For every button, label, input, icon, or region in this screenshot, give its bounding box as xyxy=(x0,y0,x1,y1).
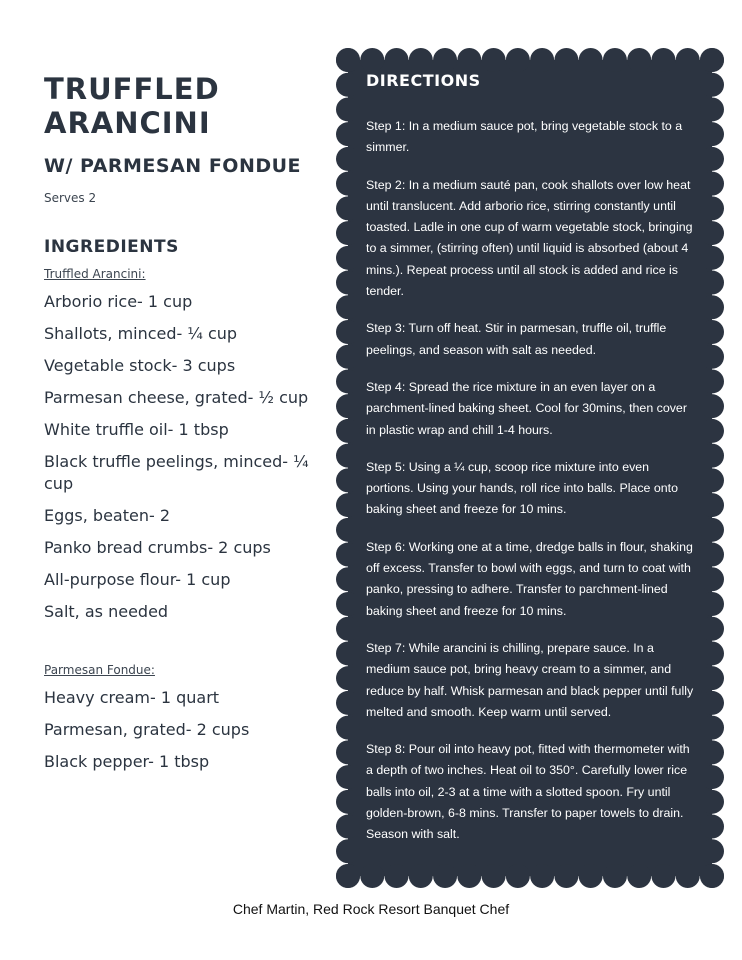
ingredient-item: All-purpose flour- 1 cup xyxy=(44,570,231,589)
scallop-bottom xyxy=(530,864,554,888)
scallop-right xyxy=(700,765,724,789)
scallop-bottom xyxy=(482,864,506,888)
scallop-left xyxy=(336,691,360,715)
scallop-top xyxy=(530,48,554,72)
scallop-top xyxy=(579,48,603,72)
direction-step: Step 2: In a medium sauté pan, cook shallots over low heat until translucent. Add arborio rice, stirring constantly until toasted. Ladle in one cup of warm vegetable stock, bringing to a simmer, (stirring often) until liquid is absorbed (about 4 mins.). Repeat process until all stock is added and rice is tender. xyxy=(366,177,693,299)
scallop-left xyxy=(336,493,360,517)
scallop-left xyxy=(336,369,360,393)
scallop-right xyxy=(700,271,724,295)
ingredient-group-fondue xyxy=(44,662,329,778)
scallop-right xyxy=(700,295,724,319)
scallop-right xyxy=(700,320,724,344)
scallop-right xyxy=(700,369,724,393)
directions-content xyxy=(366,70,696,846)
scallop-left xyxy=(336,147,360,171)
ingredient-item: Salt, as needed xyxy=(44,602,169,621)
ingredient-list xyxy=(44,286,329,628)
scallop-bottom xyxy=(676,864,700,888)
scallop-right xyxy=(700,468,724,492)
scallop-right xyxy=(700,246,724,270)
scallop-top xyxy=(433,48,457,72)
ingredient-item: Shallots, minced- ¼ cup xyxy=(44,324,238,343)
scallop-top xyxy=(627,48,651,72)
scallop-bottom xyxy=(506,864,530,888)
recipe-subtitle: W/ PARMESAN FONDUE xyxy=(44,155,302,177)
scallop-right xyxy=(700,419,724,443)
scallop-left xyxy=(336,295,360,319)
scallop-left xyxy=(336,468,360,492)
scallop-left xyxy=(336,543,360,567)
ingredient-item: Heavy cream- 1 quart xyxy=(44,688,220,707)
scallop-right xyxy=(700,48,724,72)
scallop-left xyxy=(336,444,360,468)
scallop-bottom xyxy=(360,864,384,888)
scallop-bottom xyxy=(457,864,481,888)
ingredient-group-title: Parmesan Fondue: xyxy=(44,663,155,677)
ingredient-item: Vegetable stock- 3 cups xyxy=(44,356,236,375)
ingredients-heading: INGREDIENTS xyxy=(44,237,179,257)
scallop-left xyxy=(336,320,360,344)
scallop-right xyxy=(700,73,724,97)
scallop-right xyxy=(700,196,724,220)
scallop-left xyxy=(336,666,360,690)
scallop-left xyxy=(336,567,360,591)
ingredient-list xyxy=(44,682,329,778)
directions-heading: DIRECTIONS xyxy=(366,71,481,90)
scallop-left xyxy=(336,419,360,443)
scallop-left xyxy=(336,641,360,665)
ingredient-group-title: Truffled Arancini: xyxy=(44,267,146,281)
scallop-left xyxy=(336,815,360,839)
scallop-top xyxy=(385,48,409,72)
scallop-bottom xyxy=(433,864,457,888)
ingredient-item: Black pepper- 1 tbsp xyxy=(44,752,210,771)
scallop-left xyxy=(336,271,360,295)
scallop-right xyxy=(700,641,724,665)
scallop-right xyxy=(700,567,724,591)
scallop-right xyxy=(700,444,724,468)
scallop-right xyxy=(700,394,724,418)
scallop-left xyxy=(336,172,360,196)
ingredient-item: Parmesan, grated- 2 cups xyxy=(44,720,250,739)
scallop-top xyxy=(360,48,384,72)
direction-step: Step 5: Using a ¼ cup, scoop rice mixture into even portions. Using your hands, roll rice into balls. Place onto baking sheet and freeze for 10 mins. xyxy=(366,459,678,517)
ingredient-item: Parmesan cheese, grated- ½ cup xyxy=(44,388,309,407)
scallop-right xyxy=(700,518,724,542)
scallop-left xyxy=(336,839,360,863)
scallop-right xyxy=(700,345,724,369)
scallop-right xyxy=(700,592,724,616)
scallop-bottom xyxy=(409,864,433,888)
direction-step: Step 4: Spread the rice mixture in an even layer on a parchment-lined baking sheet. Cool for 30mins, then cover in plastic wrap and chill 1-4 hours. xyxy=(366,379,687,437)
scallop-right xyxy=(700,691,724,715)
scallop-right xyxy=(700,147,724,171)
scallop-left xyxy=(336,790,360,814)
scallop-top xyxy=(603,48,627,72)
scallop-right xyxy=(700,221,724,245)
ingredient-item: Arborio rice- 1 cup xyxy=(44,292,193,311)
scallop-left xyxy=(336,48,360,72)
scallop-left xyxy=(336,716,360,740)
ingredient-item: Panko bread crumbs- 2 cups xyxy=(44,538,271,557)
ingredient-item: Black truffle peelings, minced- ¼ cup xyxy=(44,452,309,493)
scallop-left xyxy=(336,864,360,888)
scallop-top xyxy=(409,48,433,72)
scallop-left xyxy=(336,592,360,616)
scallop-right xyxy=(700,543,724,567)
direction-step: Step 1: In a medium sauce pot, bring vegetable stock to a simmer. xyxy=(366,119,683,155)
scallop-bottom xyxy=(554,864,578,888)
direction-step: Step 3: Turn off heat. Stir in parmesan, truffle oil, truffle peelings, and season with salt as needed. xyxy=(366,321,667,357)
directions-panel xyxy=(336,48,724,888)
scallop-left xyxy=(336,394,360,418)
direction-step: Step 8: Pour oil into heavy pot, fitted with thermometer with a depth of two inches. Heat oil to 350°. Carefully lower rice balls into oil, 2-3 at a time with a slotted spoon. Fry until golden-brown, 6-8 mins. Transfer to paper towels to drain. Season with salt. xyxy=(366,742,690,842)
scallop-left xyxy=(336,518,360,542)
scallop-top xyxy=(506,48,530,72)
scallop-left xyxy=(336,97,360,121)
scallop-left xyxy=(336,122,360,146)
scallop-bottom xyxy=(385,864,409,888)
scallop-left xyxy=(336,617,360,641)
ingredients-column xyxy=(44,72,329,778)
scallop-left xyxy=(336,345,360,369)
scallop-bottom xyxy=(603,864,627,888)
serves-text: Serves 2 xyxy=(44,191,97,205)
chef-credit: Chef Martin, Red Rock Resort Banquet Chef xyxy=(232,901,510,917)
direction-step: Step 7: While arancini is chilling, prepare sauce. In a medium sauce pot, bring heavy cream to a simmer, and reduce by half. Whisk parmesan and black pepper until fully melted and smooth. Keep warm until served. xyxy=(366,640,694,719)
scallop-top xyxy=(482,48,506,72)
scallop-bottom xyxy=(651,864,675,888)
scallop-left xyxy=(336,246,360,270)
scallop-right xyxy=(700,172,724,196)
scallop-left xyxy=(336,765,360,789)
scallop-right xyxy=(700,716,724,740)
scallop-top xyxy=(676,48,700,72)
ingredient-item: White truffle oil- 1 tbsp xyxy=(44,420,229,439)
scallop-top xyxy=(554,48,578,72)
scallop-right xyxy=(700,740,724,764)
scallop-right xyxy=(700,97,724,121)
scallop-right xyxy=(700,617,724,641)
scallop-top xyxy=(651,48,675,72)
scallop-left xyxy=(336,196,360,220)
scallop-left xyxy=(336,221,360,245)
scallop-top xyxy=(457,48,481,72)
scallop-right xyxy=(700,666,724,690)
scallop-right xyxy=(700,493,724,517)
ingredient-item: Eggs, beaten- 2 xyxy=(44,506,171,525)
scallop-right xyxy=(700,122,724,146)
scallop-right xyxy=(700,864,724,888)
scallop-right xyxy=(700,790,724,814)
scallop-bottom xyxy=(627,864,651,888)
scallop-right xyxy=(700,815,724,839)
scallop-right xyxy=(700,839,724,863)
scallop-left xyxy=(336,740,360,764)
scallop-bottom xyxy=(579,864,603,888)
ingredient-group-arancini xyxy=(44,266,329,628)
direction-step: Step 6: Working one at a time, dredge balls in flour, shaking off excess. Transfer to bowl with eggs, and turn to coat with panko, pressing to adhere. Transfer to parchment-lined baking sheet and freeze for 10 mins. xyxy=(366,539,693,618)
scallop-left xyxy=(336,73,360,97)
recipe-title: TRUFFLED ARANCINI xyxy=(44,72,220,140)
